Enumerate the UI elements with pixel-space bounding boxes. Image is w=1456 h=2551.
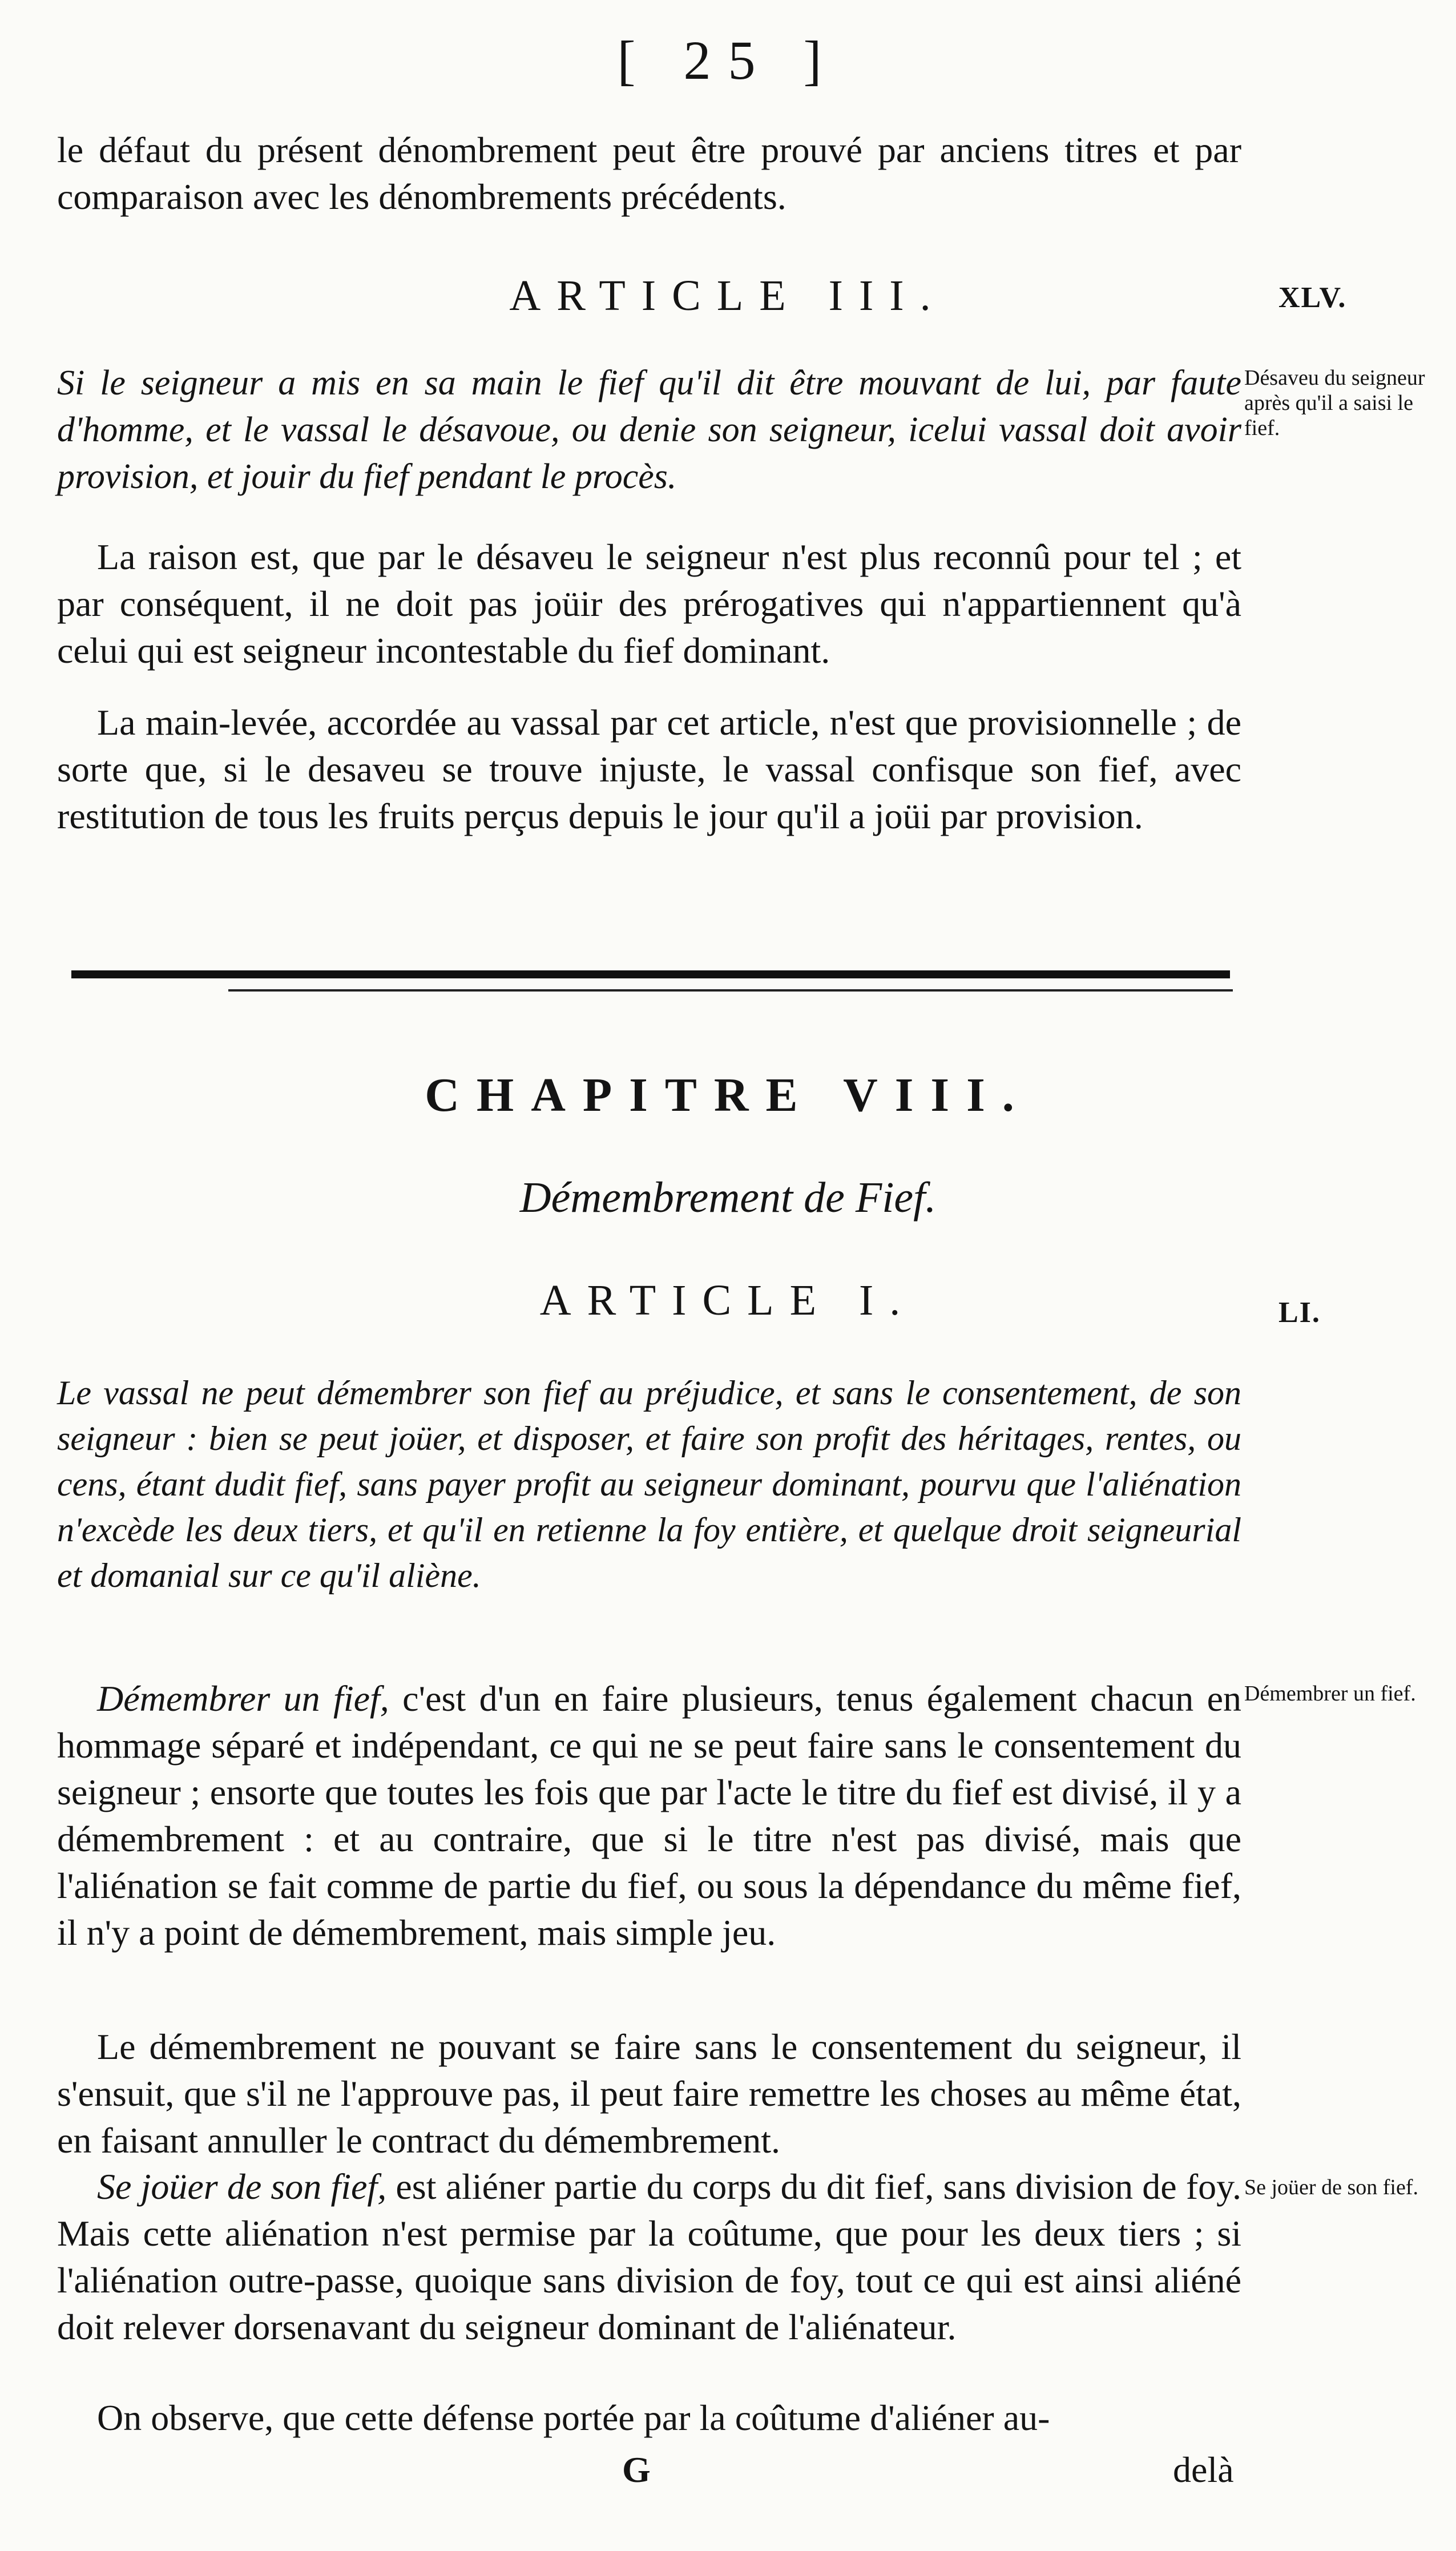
page-number-header: [ 25 ] (617, 30, 839, 91)
section-rule-thick (71, 970, 1230, 978)
chapter-subtitle: Démembrement de Fief. (519, 1174, 937, 1222)
article-1-paragraph-4: On observe, que cette défense portée par la coûtume d'aliéner au- (97, 2397, 1050, 2438)
article-3-side-note: Désaveu du seigneur après qu'il a saisi le fief. (1244, 366, 1425, 440)
article-1-paragraph-1 (57, 1675, 1241, 1956)
article-3-commentary-1: La raison est, que par le désaveu le seigneur n'est plus reconnû pour tel ; et par conséquent, il ne doit pas joüir des prérogatives qui n'appartiennent qu'à celui qui est seigneur incontestable du fief dominant. (57, 537, 1241, 671)
catchword: delà (1173, 2449, 1234, 2490)
article-3-number: XLV. (1278, 281, 1347, 314)
para-3-body: est aliéner partie du corps du dit fief, sans division de foy. Mais cette aliénation n'est permise par la coûtume, que pour les deux tiers ; si l'aliénation outre-passe, quoique sans division de foy, tout ce qui est ainsi aliéné doit relever dorsenavant du seigneur dominant de l'aliénateur. (57, 2166, 1242, 2347)
article-1-number: LI. (1278, 1296, 1321, 1329)
signature-mark: G (622, 2449, 651, 2490)
article-1-statute: Le vassal ne peut démembrer son fief au préjudice, et sans le consentement, de son seigneur : bien se peut joüer, et disposer, et faire son profit des héritages, rentes, ou cens, étant dudit fief, sans payer profit au seigneur dominant, pourvu que l'aliénation n'excède les deux tiers, et qu'il en retienne la foy entière, et quelque droit seigneurial et domanial sur ce qu'il aliène. (57, 1374, 1241, 1594)
side-note-se-jouer: Se joüer de son fief. (1244, 2175, 1418, 2199)
chapter-title: CHAPITRE VIII. (425, 1069, 1031, 1122)
side-note-demembrer: Démembrer un fief. (1244, 1682, 1416, 1706)
article-1-paragraph-2: Le démembrement ne pouvant se faire sans le consentement du seigneur, il s'ensuit, que s'il ne l'approuve pas, il peut faire remettre les choses au même état, en faisant annuller le contract du démembrement. (57, 2026, 1241, 2161)
article-3-statute: Si le seigneur a mis en sa main le fief qu'il dit être mouvant de lui, par faute d'homme, et le vassal le désavoue, ou denie son seigneur, icelui vassal doit avoir provision, et jouir du fief pendant le procès. (57, 364, 1241, 496)
article-3-commentary-2: La main-levée, accordée au vassal par cet article, n'est que provisionnelle ; de sorte que, si le desaveu se trouve injuste, le vassal confisque son fief, avec restitution de tous les fruits perçus depuis le jour qu'il a joüi par provision. (57, 702, 1241, 836)
section-rule-thin (228, 989, 1233, 992)
para-1-lead-term: Démembrer un fief, (97, 1678, 389, 1719)
para-1-body: c'est d'un en faire plusieurs, tenus également chacun en hommage séparé et indépendant, ce qui ne se peut faire sans le consentement du seigneur ; ensorte que toutes les fois que par l'acte le titre du fief est divisé, il y a démembrement : et au contraire, que si le titre n'est pas divisé, mais que l'aliénation se fait comme de partie du fief, ou sous la dépendance du même fief, il n'y a point de démembrement, mais simple jeu. (57, 1678, 1242, 1953)
intro-paragraph: le défaut du présent dénombrement peut être prouvé par anciens titres et par comparaison avec les dénombrements précédents. (57, 130, 1241, 217)
article-3-heading: ARTICLE III. (509, 272, 947, 320)
para-3-lead-term: Se joüer de son fief, (97, 2166, 387, 2207)
article-1-paragraph-3 (57, 2163, 1241, 2351)
article-1-heading: ARTICLE I. (539, 1276, 917, 1324)
